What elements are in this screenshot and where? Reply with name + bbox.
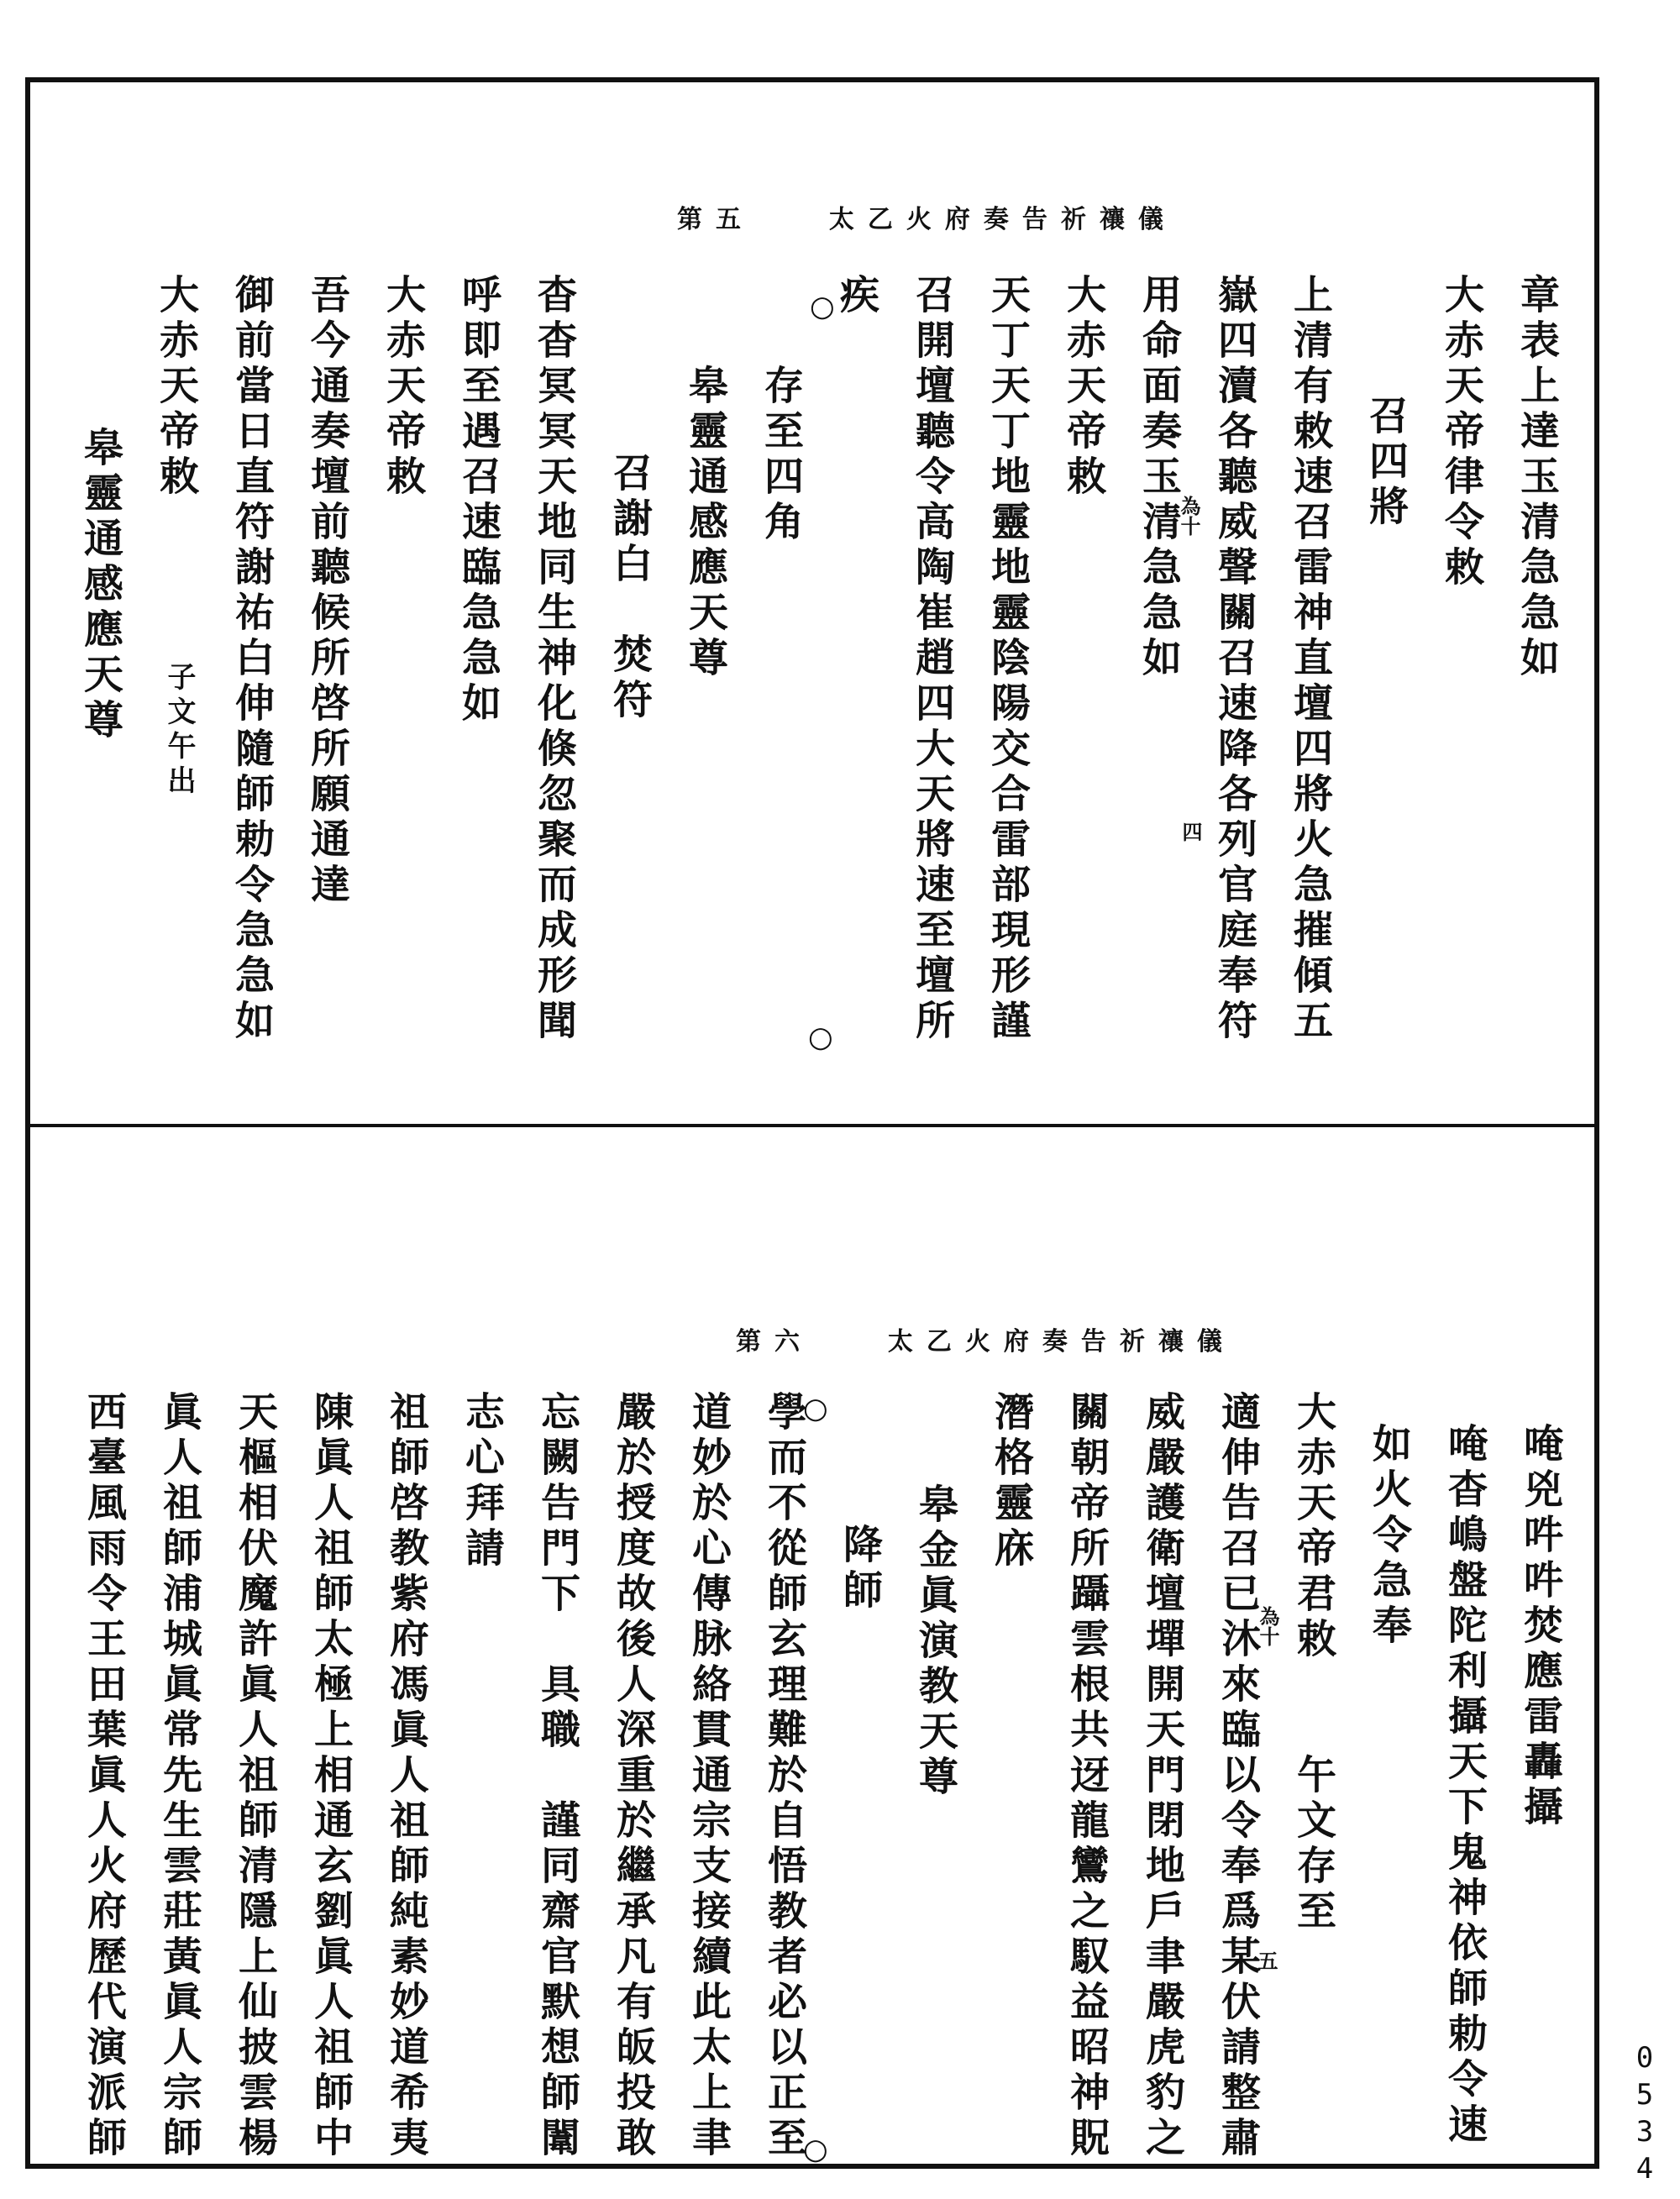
top-column-5: 嶽四瀆各聽威聲關召速降各列官庭奉符 bbox=[1211, 274, 1257, 1045]
bottom-header-section: 第六 bbox=[736, 1327, 813, 1357]
bottom-note-1: 為十 bbox=[1256, 1606, 1280, 1646]
bottom-column-6: 威嚴護衛壇墠開天門閉地戶聿嚴虎豹之 bbox=[1139, 1391, 1185, 2162]
top-column-18: 御前當日直符謝祐白伸隨師勅令急急如 bbox=[228, 274, 275, 1045]
bottom-column-12: 道妙於心傳脉絡貫通宗支接續此太上聿 bbox=[685, 1391, 732, 2162]
bottom-column-13: 嚴於授度故後人深重於繼承凡有皈投敢 bbox=[610, 1391, 656, 2162]
bottom-column-4: 大赤天帝君敕 午文存至 bbox=[1290, 1391, 1336, 1935]
top-header bbox=[677, 198, 1177, 235]
top-column-2: 大赤天帝律令敕 bbox=[1438, 274, 1484, 591]
top-column-16: 大赤天帝敕 bbox=[380, 274, 426, 501]
top-column-10: 疾 bbox=[833, 274, 879, 319]
top-column-11: 存至四角 bbox=[758, 365, 804, 546]
bottom-column-18: 天樞相伏魔許眞人祖師清隱上仙披雲楊 bbox=[232, 1391, 278, 2162]
bottom-column-15: 志心拜請 bbox=[459, 1391, 505, 1572]
bottom-page bbox=[30, 1127, 1594, 2169]
top-column-19: 大赤天帝敕 bbox=[153, 274, 199, 501]
top-column-20: 子文午出 bbox=[162, 662, 196, 800]
top-column-9: 召開壇聽令高陶崔趙四大天將速至壇所 bbox=[909, 274, 955, 1045]
bottom-column-11: 學而不從師玄理難於自悟教者必以正至 bbox=[761, 1391, 807, 2162]
bottom-header bbox=[736, 1320, 1236, 1357]
top-column-3: 召四將 bbox=[1362, 395, 1409, 531]
bottom-column-10: 降師 bbox=[837, 1524, 883, 1614]
top-column-4: 上清有敕速召雷神直壇四將火急摧傾五 bbox=[1287, 274, 1333, 1045]
bottom-circle-2: ○ bbox=[803, 2133, 828, 2166]
top-note-1: 為十 bbox=[1177, 496, 1201, 536]
bottom-column-9: 皋金眞演教天尊 bbox=[912, 1483, 958, 1801]
bottom-column-7: 關朝帝所躡雲根共迓龍鸞之馭益昭神貺 bbox=[1063, 1391, 1110, 2162]
bottom-note-2: 五 bbox=[1254, 1950, 1278, 1971]
bottom-header-title: 太乙火府奏告祈禳儀 bbox=[887, 1327, 1236, 1357]
top-column-14: 杳杳冥冥天地同生神化倏忽聚而成形聞 bbox=[531, 274, 577, 1045]
top-column-17: 吾今通奏壇前聽候所啓所願通達 bbox=[304, 274, 350, 909]
top-circle-1: ○ bbox=[810, 290, 835, 323]
top-column-6: 用命面奏玉清急急如 bbox=[1136, 274, 1182, 682]
top-column-15: 呼即至遇召速臨急急如 bbox=[455, 274, 501, 727]
page-frame bbox=[25, 77, 1599, 2169]
bottom-column-17: 陳眞人祖師太極上相通玄劉眞人祖師中 bbox=[307, 1391, 354, 2162]
bottom-column-8: 潛格靈庥 bbox=[988, 1391, 1034, 1572]
bottom-circle-1: ○ bbox=[803, 1392, 828, 1425]
top-column-12: 皋靈通感應天尊 bbox=[682, 365, 728, 682]
page-number: 0534 bbox=[1628, 2041, 1662, 2189]
top-column-8: 天丁天丁地靈地靈陰陽交合雷部現形謹 bbox=[984, 274, 1031, 1045]
top-column-13: 召謝白 焚符 bbox=[606, 452, 653, 724]
top-column-21: 皋靈通感應天尊 bbox=[77, 427, 123, 744]
top-page bbox=[30, 82, 1594, 1124]
top-circle-2: ○ bbox=[808, 1021, 833, 1054]
top-note-2: 四 bbox=[1179, 821, 1203, 842]
bottom-column-1: 唵兇吽吽焚應雷轟攝 bbox=[1517, 1423, 1563, 1831]
bottom-column-5: 適伸告召已沐來臨以令奉爲某伏請整肅 bbox=[1215, 1391, 1261, 2162]
top-header-section: 第五 bbox=[677, 205, 754, 234]
bottom-column-20: 西臺風雨令王田葉眞人火府歷代演派師 bbox=[81, 1391, 127, 2162]
bottom-column-16: 祖師啓教紫府馮眞人祖師純素妙道希夷 bbox=[383, 1391, 429, 2162]
bottom-column-3: 如火令急奉 bbox=[1366, 1423, 1412, 1650]
bottom-column-2: 唵杳嶋盤陀利攝天下鬼神依師勅令速 bbox=[1441, 1423, 1488, 2149]
bottom-column-14: 忘闕告門下 具職 謹同齋官默想師闈 bbox=[534, 1391, 580, 2162]
top-column-7: 大赤天帝敕 bbox=[1060, 274, 1106, 501]
bottom-column-19: 眞人祖師浦城眞常先生雲莊黃眞人宗師 bbox=[156, 1391, 202, 2162]
top-header-title: 太乙火府奏告祈禳儀 bbox=[828, 205, 1177, 234]
top-column-1: 章表上達玉清急急如 bbox=[1514, 274, 1560, 682]
